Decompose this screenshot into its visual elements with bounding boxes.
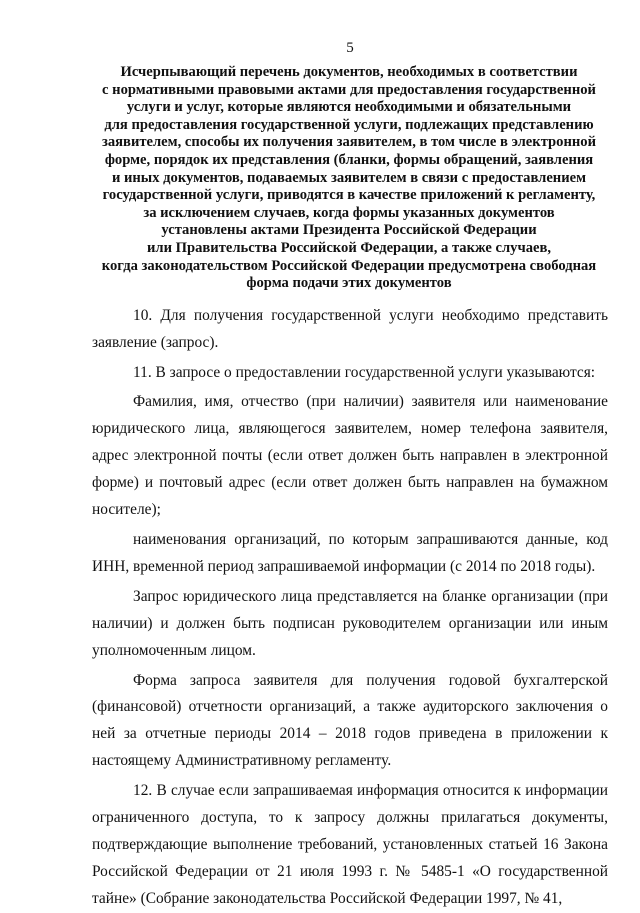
- paragraph-request-form: Форма запроса заявителя для получения годовой бухгалтерской (финансовой) отчетности организаций, а также аудиторского заключения о ней за отчетные периоды 2014 – 2018 годов приведена в приложении к настоящему Административному регламенту.: [92, 671, 608, 770]
- paragraph-item-11: 11. В запросе о предоставлении государственной услуги указываются:: [133, 363, 596, 381]
- heading-line: услуги и услуг, которые являются необходимыми и обязательными: [126, 99, 572, 116]
- heading-line: или Правительства Российской Федерации, а также случаев,: [146, 239, 552, 256]
- body-text: [92, 303, 608, 913]
- heading-line: когда законодательством Российской Федерации предусмотрена свободная: [101, 257, 597, 274]
- heading-line: Исчерпывающий перечень документов, необходимых в соответствии: [120, 64, 578, 80]
- paragraph-organizations: наименования организаций, по которым запрашиваются данные, код ИНН, временной период запрашиваемой информации (с 2014 по 2018 годы).: [92, 530, 608, 575]
- heading-line: для предоставления государственной услуги, подлежащих представлению: [104, 116, 594, 133]
- paragraph-item-10: 10. Для получения государственной услуги необходимо представить заявление (запрос).: [92, 306, 608, 351]
- paragraph-legal-entity-request: Запрос юридического лица представляется на бланке организации (при наличии) и должен быть подписан руководителем организации или иным уполномоченным лицом.: [92, 587, 608, 659]
- paragraph-applicant-details: Фамилия, имя, отчество (при наличии) заявителя или наименование юридического лица, являющегося заявителем, номер телефона заявителя, адрес электронной почты (если ответ должен быть направлен в электронной форме) и почтовый адрес (если ответ должен быть направлен на бумажном носителе);: [92, 393, 608, 519]
- paragraph-item-12: 12. В случае если запрашиваемая информация относится к информации ограниченного доступа, то к запросу должны прилагаться документы, подтверждающие выполнение требований, установленных статьей 16 Закона Российской Федерации от 21 июля 1993 г. № 5485-1 «О государственной тайне» (Собрание законодательства Российской Федерации 1997, № 41,: [92, 782, 608, 907]
- heading-line: форма подачи этих документов: [246, 275, 452, 292]
- heading-line: установлены актами Президента Российской Федерации: [161, 222, 537, 239]
- section-heading: [86, 64, 612, 293]
- heading-line: государственной услуги, приводятся в качестве приложений к регламенту,: [102, 187, 596, 204]
- page-number: 5: [346, 40, 354, 56]
- heading-line: заявителем, способы их получения заявителем, в том числе в электронной: [102, 134, 596, 151]
- heading-line: и иных документов, подаваемых заявителем в связи с предоставлением: [111, 169, 587, 186]
- heading-line: форме, порядок их представления (бланки, формы обращений, заявления: [104, 151, 594, 168]
- heading-line: за исключением случаев, когда формы указанных документов: [143, 204, 555, 221]
- heading-line: с нормативными правовыми актами для предоставления государственной: [102, 81, 596, 98]
